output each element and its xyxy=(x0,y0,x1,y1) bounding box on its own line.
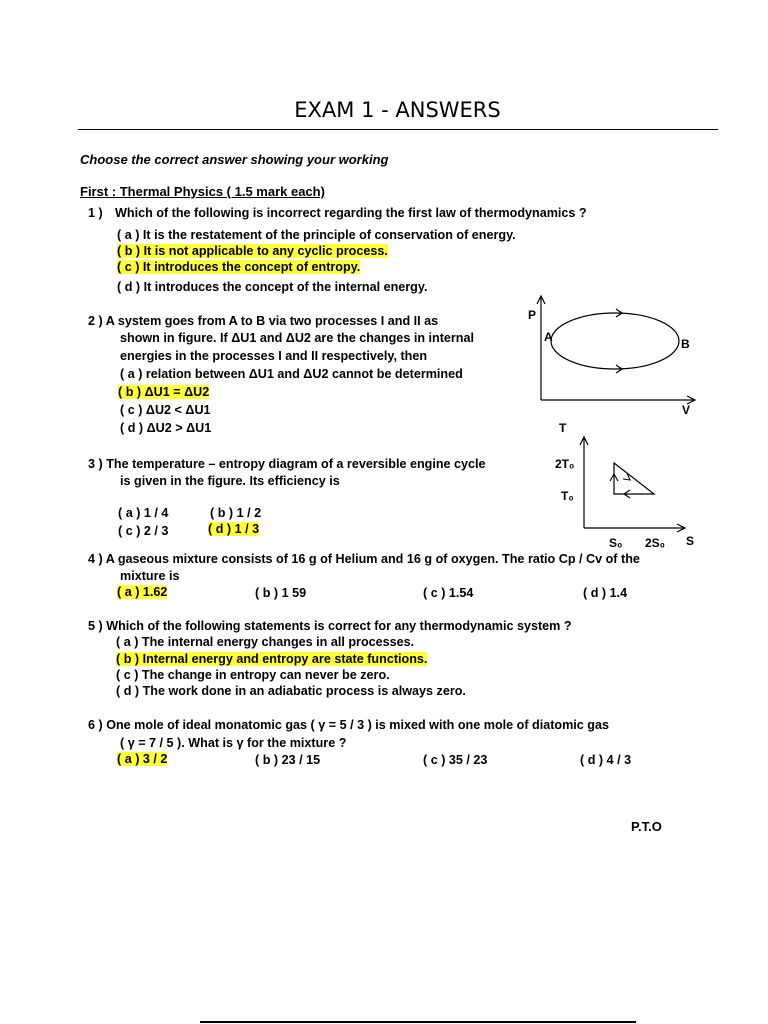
s-high-label: 2S₀ xyxy=(645,536,666,550)
instructions: Choose the correct answer showing your working xyxy=(80,152,389,167)
q2-option-b: ( b ) ΔU1 = ΔU2 xyxy=(118,385,210,399)
section-heading: First : Thermal Physics ( 1.5 mark each) xyxy=(80,184,325,199)
cycle-triangle xyxy=(614,463,654,494)
q1-option-d: ( d ) It introduces the concept of the internal energy. xyxy=(117,280,428,294)
q6-stem-line2: ( γ = 7 / 5 ). What is γ for the mixture ? xyxy=(120,736,347,750)
q3-option-b: ( b ) 1 / 2 xyxy=(210,506,262,520)
q2-stem-line3: energies in the processes I and II respectively, then xyxy=(120,349,428,363)
q5-option-a: ( a ) The internal energy changes in all processes. xyxy=(116,635,415,649)
s-axis-label: S xyxy=(686,534,695,548)
q5-option-d: ( d ) The work done in an adiabatic process is always zero. xyxy=(116,684,466,698)
v-axis-label: V xyxy=(682,403,691,417)
q1-number: 1 ) xyxy=(88,206,103,220)
q4-stem-line1: 4 ) A gaseous mixture consists of 16 g of Helium and 16 g of oxygen. The ratio Cp / Cv of the xyxy=(88,552,640,566)
state-a-label: A xyxy=(544,330,553,344)
q3-stem-line1: 3 ) The temperature – entropy diagram of a reversible engine cycle xyxy=(88,457,486,471)
bottom-divider xyxy=(200,1021,636,1023)
q4-stem-line2: mixture is xyxy=(120,569,180,583)
q4-option-b: ( b ) 1 59 xyxy=(255,586,307,600)
q2-stem-line1: 2 ) A system goes from A to B via two processes I and II as xyxy=(88,314,439,328)
page-title: EXAM 1 - ANSWERS xyxy=(294,98,501,122)
q5-stem: 5 ) Which of the following statements is correct for any thermodynamic system ? xyxy=(88,619,572,633)
q2-option-d: ( d ) ΔU2 > ΔU1 xyxy=(120,421,212,435)
q1-stem: Which of the following is incorrect regarding the first law of thermodynamics ? xyxy=(115,206,587,220)
pv-diagram xyxy=(523,290,703,420)
t-high-label: 2T₀ xyxy=(555,457,575,471)
t-axis-label: T xyxy=(559,421,567,435)
title-divider xyxy=(78,129,718,130)
q3-option-a: ( a ) 1 / 4 xyxy=(118,506,169,520)
q6-stem-line1: 6 ) One mole of ideal monatomic gas ( γ = 5 / 3 ) is mixed with one mole of diatomic gas xyxy=(88,718,610,732)
q4-option-c: ( c ) 1.54 xyxy=(423,586,474,600)
q3-option-d: ( d ) 1 / 3 xyxy=(208,522,260,536)
q6-option-b: ( b ) 23 / 15 xyxy=(255,753,321,767)
q3-option-c: ( c ) 2 / 3 xyxy=(118,524,169,538)
page-turn-note: P.T.O xyxy=(631,819,662,834)
q3-stem-line2: is given in the figure. Its efficiency is xyxy=(120,474,340,488)
q2-option-a: ( a ) relation between ΔU1 and ΔU2 cannot be determined xyxy=(120,367,463,381)
q4-option-d: ( d ) 1.4 xyxy=(583,586,628,600)
q5-option-c: ( c ) The change in entropy can never be zero. xyxy=(116,668,390,682)
q2-option-c: ( c ) ΔU2 < ΔU1 xyxy=(120,403,211,417)
p-axis-label: P xyxy=(528,308,537,322)
q6-option-d: ( d ) 4 / 3 xyxy=(580,753,632,767)
state-b-label: B xyxy=(681,337,690,351)
q5-option-b: ( b ) Internal energy and entropy are state functions. xyxy=(116,652,428,666)
s-low-label: S₀ xyxy=(609,536,623,550)
q6-option-a: ( a ) 3 / 2 xyxy=(117,752,168,766)
q1-option-b: ( b ) It is not applicable to any cyclic process. xyxy=(117,244,388,258)
t-low-label: T₀ xyxy=(561,489,574,503)
ts-diagram xyxy=(545,420,705,552)
q4-option-a: ( a ) 1.62 xyxy=(117,585,168,599)
q1-option-c: ( c ) It introduces the concept of entropy. xyxy=(117,260,361,274)
q6-option-c: ( c ) 35 / 23 xyxy=(423,753,488,767)
q2-stem-line2: shown in figure. If ΔU1 and ΔU2 are the changes in internal xyxy=(120,331,474,345)
q1-option-a: ( a ) It is the restatement of the principle of conservation of energy. xyxy=(117,228,516,242)
process-cycle-ellipse xyxy=(551,313,679,369)
